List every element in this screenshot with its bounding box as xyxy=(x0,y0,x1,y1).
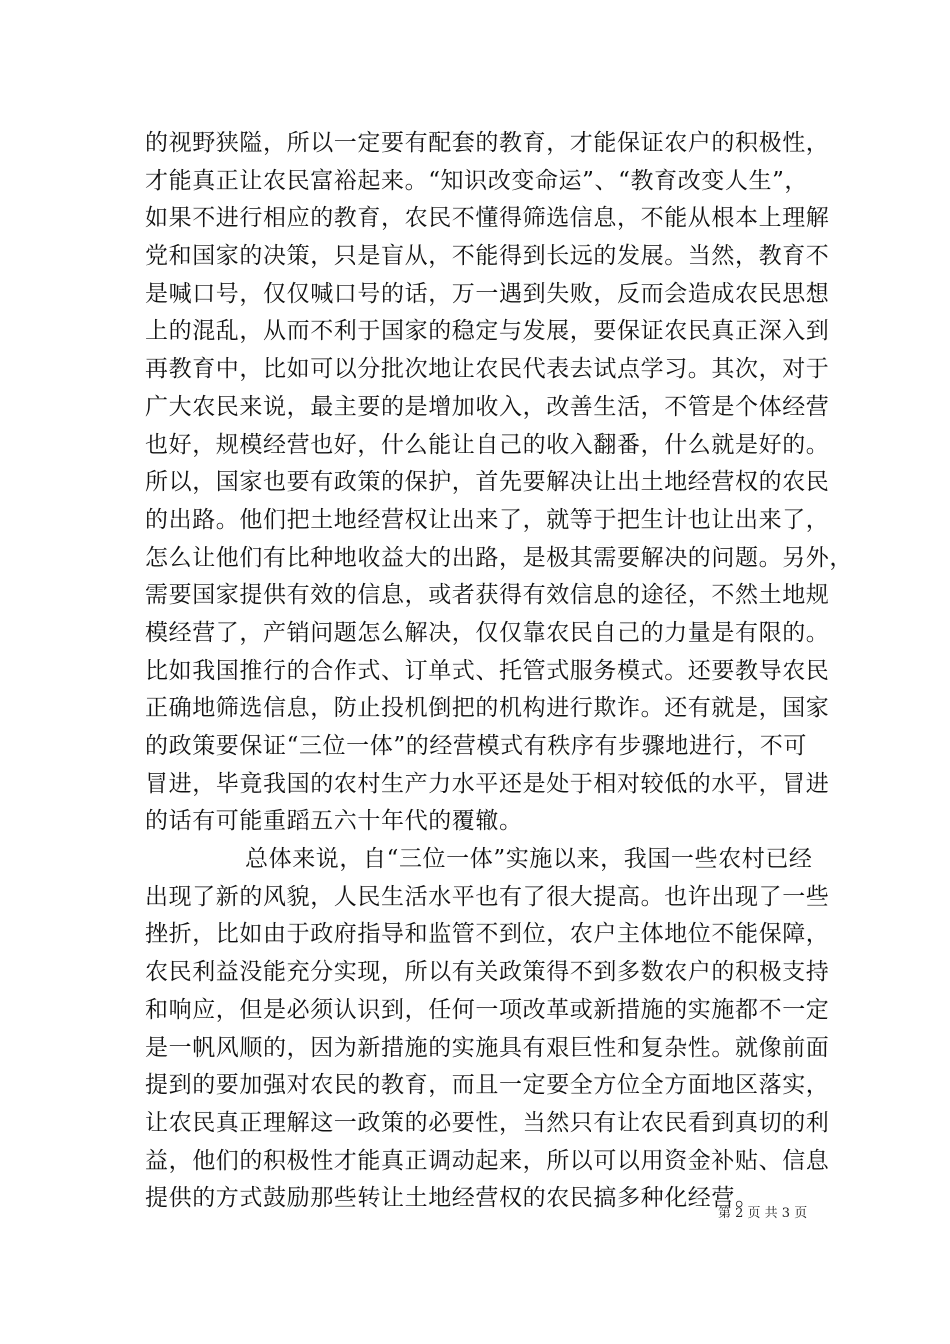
text-line: 提供的方式鼓励那些转让土地经营权的农民搞多种化经营。 xyxy=(145,1185,759,1211)
text-line: 再教育中，比如可以分批次地让农民代表去试点学习。其次，对于 xyxy=(145,356,830,382)
text-line: 的出路。他们把土地经营权让出来了，就等于把生计也让出来了， xyxy=(145,507,830,533)
text-line: 也好，规模经营也好，什么能让自己的收入翻番，什么就是好的。 xyxy=(145,432,830,458)
text-line: 党和国家的决策，只是盲从，不能得到长远的发展。当然，教育不 xyxy=(145,243,830,269)
page-number: 第 2 页 共 3 页 xyxy=(718,1206,808,1221)
text-line: 让农民真正理解这一政策的必要性，当然只有让农民看到真切的利 xyxy=(145,1110,830,1136)
text-line: 正确地筛选信息，防止投机倒把的机构进行欺诈。还有就是，国家 xyxy=(145,695,830,721)
text-line: 是一帆风顺的，因为新措施的实施具有艰巨性和复杂性。就像前面 xyxy=(145,1035,830,1061)
text-line: 上的混乱，从而不利于国家的稳定与发展，要保证农民真正深入到 xyxy=(145,318,830,344)
text-line: 和响应，但是必须认识到，任何一项改革或新措施的实施都不一定 xyxy=(145,997,830,1023)
text-line: 出现了新的风貌，人民生活水平也有了很大提高。也许出现了一些 xyxy=(145,884,830,910)
text-line: 广大农民来说，最主要的是增加收入，改善生活，不管是个体经营 xyxy=(145,394,830,420)
text-line: 冒进，毕竟我国的农村生产力水平还是处于相对较低的水平，冒进 xyxy=(145,771,830,797)
text-line: 是喊口号，仅仅喊口号的话，万一遇到失败，反而会造成农民思想 xyxy=(145,281,830,307)
text-line: 所以，国家也要有政策的保护，首先要解决让出土地经营权的农民 xyxy=(145,469,830,495)
text-line: 模经营了，产销问题怎么解决，仅仅靠农民自己的力量是有限的。 xyxy=(145,620,830,646)
text-line: 怎么让他们有比种地收益大的出路，是极其需要解决的问题。另外， xyxy=(145,545,853,571)
text-line: 如果不进行相应的教育，农民不懂得筛选信息，不能从根本上理解 xyxy=(145,205,830,231)
text-line: 才能真正让农民富裕起来。“知识改变命运”、“教育改变人生”， xyxy=(145,168,809,194)
text-line: 总体来说，自“三位一体”实施以来，我国一些农村已经 xyxy=(245,846,813,872)
text-line: 需要国家提供有效的信息，或者获得有效信息的途径，不然土地规 xyxy=(145,582,830,608)
text-line: 的政策要保证“三位一体”的经营模式有秩序有步骤地进行，不可 xyxy=(145,733,807,759)
text-line: 提到的要加强对农民的教育，而且一定要全方位全方面地区落实， xyxy=(145,1072,830,1098)
text-line: 的视野狭隘，所以一定要有配套的教育，才能保证农户的积极性， xyxy=(145,130,830,156)
text-line: 挫折，比如由于政府指导和监管不到位，农户主体地位不能保障， xyxy=(145,921,830,947)
text-line: 的话有可能重蹈五六十年代的覆辙。 xyxy=(145,808,523,834)
text-line: 益，他们的积极性才能真正调动起来，所以可以用资金补贴、信息 xyxy=(145,1148,830,1174)
text-line: 比如我国推行的合作式、订单式、托管式服务模式。还要教导农民 xyxy=(145,658,830,684)
text-line: 农民利益没能充分实现，所以有关政策得不到多数农户的积极支持 xyxy=(145,959,830,985)
